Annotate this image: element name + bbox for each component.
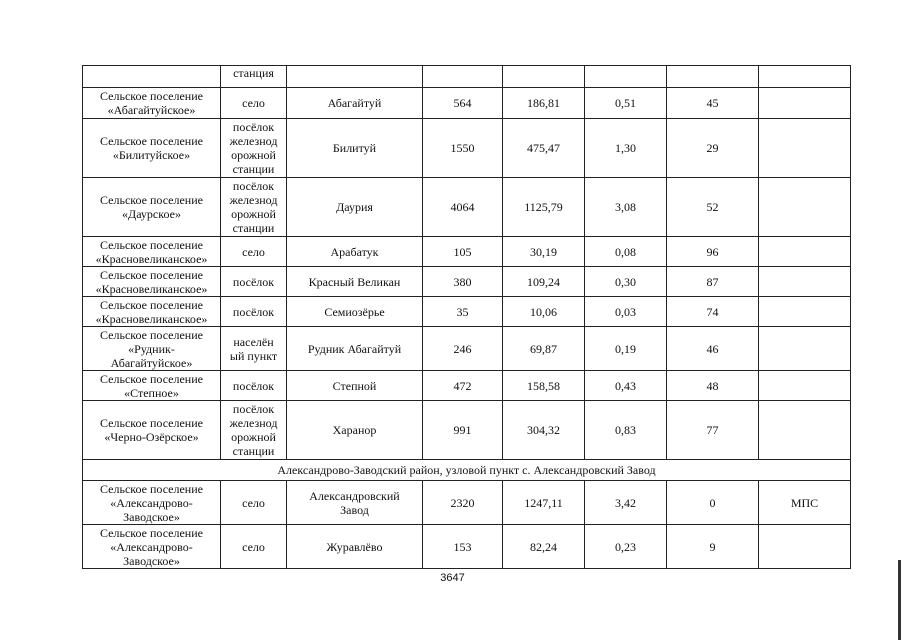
settlement-cell: Сельское поселение «Черно-Озёрское» <box>83 401 221 460</box>
locality-cell: Александровский Завод <box>287 481 423 525</box>
note-cell: МПС <box>759 481 851 525</box>
type-cell: посёлок железнод орожной станции <box>221 178 287 237</box>
area-cell: 109,24 <box>503 267 585 297</box>
distance-cell: 9 <box>667 525 759 569</box>
type-cell: посёлок <box>221 371 287 401</box>
table-row <box>83 297 851 327</box>
locality-cell: Журавлёво <box>287 525 423 569</box>
settlement-cell: Сельское поселение «Рудник- Абагайтуйское» <box>83 327 221 371</box>
distance-cell: 46 <box>667 327 759 371</box>
settlement-cell: Сельское поселение «Красновеликанское» <box>83 267 221 297</box>
share-cell: 3,08 <box>585 178 667 237</box>
population-cell: 1550 <box>423 119 503 178</box>
settlement-cell <box>83 66 221 88</box>
locality-cell: Степной <box>287 371 423 401</box>
population-cell: 564 <box>423 88 503 119</box>
locality-cell: Харанор <box>287 401 423 460</box>
note-cell <box>759 119 851 178</box>
distance-cell: 0 <box>667 481 759 525</box>
type-cell: посёлок <box>221 297 287 327</box>
table-row <box>83 178 851 237</box>
area-cell: 1125,79 <box>503 178 585 237</box>
population-cell: 2320 <box>423 481 503 525</box>
note-cell <box>759 267 851 297</box>
note-cell <box>759 371 851 401</box>
population-cell: 472 <box>423 371 503 401</box>
distance-cell <box>667 66 759 88</box>
population-cell <box>423 66 503 88</box>
note-cell <box>759 88 851 119</box>
section-heading: Александрово-Заводский район, узловой пункт с. Александровский Завод <box>83 460 851 481</box>
table-row <box>83 481 851 525</box>
table-row <box>83 66 851 88</box>
share-cell: 3,42 <box>585 481 667 525</box>
settlement-cell: Сельское поселение «Абагайтуйское» <box>83 88 221 119</box>
section-heading-row <box>83 460 851 481</box>
population-cell: 380 <box>423 267 503 297</box>
type-cell: село <box>221 481 287 525</box>
table-row <box>83 327 851 371</box>
population-cell: 105 <box>423 237 503 267</box>
table-row <box>83 525 851 569</box>
note-cell <box>759 297 851 327</box>
share-cell: 0,30 <box>585 267 667 297</box>
settlement-cell: Сельское поселение «Степное» <box>83 371 221 401</box>
distance-cell: 74 <box>667 297 759 327</box>
area-cell: 69,87 <box>503 327 585 371</box>
type-cell: село <box>221 525 287 569</box>
area-cell <box>503 66 585 88</box>
settlement-cell: Сельское поселение «Билитуйское» <box>83 119 221 178</box>
area-cell: 186,81 <box>503 88 585 119</box>
area-cell: 475,47 <box>503 119 585 178</box>
locality-cell: Красный Великан <box>287 267 423 297</box>
share-cell: 0,83 <box>585 401 667 460</box>
settlements-table <box>82 65 851 569</box>
share-cell: 0,43 <box>585 371 667 401</box>
share-cell: 0,19 <box>585 327 667 371</box>
share-cell: 0,08 <box>585 237 667 267</box>
locality-cell: Семиозёрье <box>287 297 423 327</box>
table-row <box>83 88 851 119</box>
table-row <box>83 237 851 267</box>
type-cell: село <box>221 237 287 267</box>
share-cell: 1,30 <box>585 119 667 178</box>
population-cell: 153 <box>423 525 503 569</box>
type-cell: станция <box>221 66 287 88</box>
distance-cell: 45 <box>667 88 759 119</box>
page-number: 3647 <box>440 572 465 584</box>
type-cell: посёлок <box>221 267 287 297</box>
population-cell: 35 <box>423 297 503 327</box>
locality-cell: Абагайтуй <box>287 88 423 119</box>
locality-cell: Арабатук <box>287 237 423 267</box>
table-row <box>83 119 851 178</box>
distance-cell: 48 <box>667 371 759 401</box>
note-cell <box>759 401 851 460</box>
locality-cell: Даурия <box>287 178 423 237</box>
table-row <box>83 371 851 401</box>
locality-cell: Билитуй <box>287 119 423 178</box>
table-row <box>83 401 851 460</box>
population-cell: 4064 <box>423 178 503 237</box>
type-cell: село <box>221 88 287 119</box>
area-cell: 30,19 <box>503 237 585 267</box>
distance-cell: 52 <box>667 178 759 237</box>
type-cell: посёлок железнод орожной станции <box>221 401 287 460</box>
locality-cell <box>287 66 423 88</box>
share-cell <box>585 66 667 88</box>
share-cell: 0,23 <box>585 525 667 569</box>
population-cell: 991 <box>423 401 503 460</box>
scan-edge-mark <box>898 560 901 640</box>
note-cell <box>759 327 851 371</box>
settlement-cell: Сельское поселение «Александрово- Заводское» <box>83 481 221 525</box>
note-cell <box>759 525 851 569</box>
note-cell <box>759 237 851 267</box>
table-row <box>83 267 851 297</box>
settlement-cell: Сельское поселение «Красновеликанское» <box>83 237 221 267</box>
settlement-cell: Сельское поселение «Даурское» <box>83 178 221 237</box>
note-cell <box>759 178 851 237</box>
area-cell: 10,06 <box>503 297 585 327</box>
area-cell: 1247,11 <box>503 481 585 525</box>
share-cell: 0,51 <box>585 88 667 119</box>
area-cell: 304,32 <box>503 401 585 460</box>
settlement-cell: Сельское поселение «Красновеликанское» <box>83 297 221 327</box>
share-cell: 0,03 <box>585 297 667 327</box>
note-cell <box>759 66 851 88</box>
settlement-cell: Сельское поселение «Александрово- Заводское» <box>83 525 221 569</box>
type-cell: посёлок железнод орожной станции <box>221 119 287 178</box>
distance-cell: 77 <box>667 401 759 460</box>
area-cell: 82,24 <box>503 525 585 569</box>
locality-cell: Рудник Абагайтуй <box>287 327 423 371</box>
distance-cell: 87 <box>667 267 759 297</box>
distance-cell: 29 <box>667 119 759 178</box>
distance-cell: 96 <box>667 237 759 267</box>
type-cell: населён ый пункт <box>221 327 287 371</box>
area-cell: 158,58 <box>503 371 585 401</box>
population-cell: 246 <box>423 327 503 371</box>
